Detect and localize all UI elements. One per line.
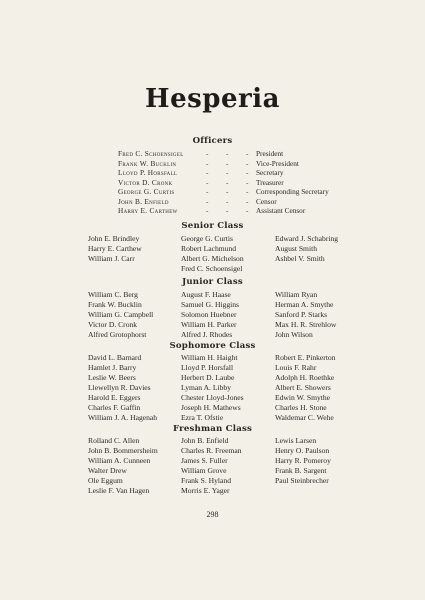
freshman-column-2 [181, 436, 242, 496]
member-name: Charles H. Stone [275, 403, 327, 412]
officer-title: President [256, 149, 284, 158]
member-name: William H. Haight [181, 353, 238, 362]
member-name: Charles F. Gaffin [88, 403, 141, 412]
member-name: John B. Enfield [181, 436, 229, 445]
member-name: Frank S. Hyland [181, 476, 231, 485]
sophomore-class-heading: Sophomore Class [169, 341, 256, 351]
officer-row: John B. Enfield - - - Censor [118, 196, 277, 206]
member-name: William H. Parker [181, 320, 237, 329]
member-name: Robert E. Pinkerton [275, 353, 336, 362]
member-name: Frank B. Sargent [275, 466, 327, 475]
sophomore-column-1 [88, 353, 157, 423]
member-name: Walter Drew [88, 466, 127, 475]
junior-class-heading: Junior Class [182, 277, 243, 287]
member-name: Albert G. Michelson [181, 254, 244, 263]
freshman-column-1 [88, 436, 158, 496]
member-name: Fred C. Schoensigel [181, 264, 243, 273]
member-name: Chester Lloyd-Jones [181, 393, 244, 402]
member-name: Morris E. Yager [181, 486, 230, 495]
member-name: Hamlet J. Barry [88, 363, 137, 372]
member-name: William J. A. Hagenah [88, 413, 158, 422]
officer-row: Victor D. Cronk - - - Treasurer [118, 177, 284, 187]
member-name: Max H. R. Strehlow [275, 320, 337, 329]
member-name: Ezra T. Ofstie [181, 413, 224, 422]
member-name: Solomon Huebner [181, 310, 237, 319]
member-name: Adolph H. Roethke [275, 373, 335, 382]
member-name: Robert Lachmund [181, 244, 237, 253]
member-name: Rolland C. Allen [88, 436, 140, 445]
senior-column-3 [275, 234, 338, 264]
member-name: John Wilson [275, 330, 313, 339]
member-name: Herman A. Smythe [275, 300, 334, 309]
member-name: Charles R. Freeman [181, 446, 242, 455]
member-name: John B. Bommersheim [88, 446, 158, 455]
officer-name: Victor D. Cronk [118, 177, 173, 187]
officer-row: Fred C. Schoensigel - - - President [118, 149, 284, 158]
senior-column-1 [88, 234, 142, 264]
officer-row: Frank W. Bucklin - - - Vice-President [118, 158, 299, 168]
member-name: Herbert D. Laube [181, 373, 235, 382]
member-name: Alfred J. Rhodes [181, 330, 233, 339]
officer-name: Harry E. Carthew [118, 206, 178, 215]
officer-title: Corresponding Secretary [256, 187, 329, 196]
member-name: August F. Haase [181, 290, 231, 299]
junior-column-3 [275, 290, 336, 340]
officer-row: George G. Curtis - - - Corresponding Secretary [118, 187, 329, 196]
member-name: William C. Berg [88, 290, 138, 299]
member-name: William Ryan [275, 290, 318, 299]
sophomore-column-3 [275, 353, 336, 423]
member-name: Sanford P. Starks [275, 310, 328, 319]
page-title: Hesperia [145, 84, 280, 114]
member-name: Edward J. Schabring [275, 234, 339, 243]
member-name: William Grove [181, 466, 227, 475]
member-name: August Smith [275, 244, 317, 253]
member-name: Llewellyn R. Davies [88, 383, 151, 392]
member-name: Paul Steinbrecher [275, 476, 329, 485]
member-name: Harry E. Carthew [88, 244, 142, 253]
member-name: Waldemar C. Wehe [275, 413, 334, 422]
officer-title: Assistant Censor [256, 206, 306, 215]
junior-column-2 [181, 290, 239, 340]
member-name: Leslie F. Van Hagen [88, 486, 150, 495]
officer-title: Censor [256, 196, 277, 206]
member-name: Henry O. Paulson [275, 446, 330, 455]
senior-class-heading: Senior Class [181, 221, 244, 231]
member-name: Harry R. Pomeroy [275, 456, 331, 465]
officer-row: Lloyd P. Horsfall - - - Secretary [118, 168, 284, 177]
member-name: Ashbel V. Smith [275, 254, 325, 263]
member-name: Leslie W. Beers [88, 373, 136, 382]
member-name: Victor D. Cronk [88, 320, 138, 329]
member-name: Lloyd P. Horsfall [181, 363, 234, 372]
member-name: George G. Curtis [181, 234, 233, 243]
senior-column-2 [181, 234, 244, 274]
sophomore-column-2 [181, 353, 244, 423]
junior-column-1 [88, 290, 153, 340]
officer-name: George G. Curtis [118, 187, 175, 196]
member-name: James S. Fuller [181, 456, 228, 465]
officer-title: Treasurer [256, 177, 284, 187]
officer-title: Secretary [256, 168, 284, 177]
member-name: Ole Eggum [88, 476, 123, 485]
member-name: Samuel G. Higgins [181, 300, 240, 309]
member-name: John E. Brindley [88, 234, 140, 243]
officer-name: Fred C. Schoensigel [118, 149, 184, 158]
officer-name: Lloyd P. Horsfall [118, 168, 178, 177]
officers-heading: Officers [192, 136, 233, 146]
member-name: Lyman A. Libby [181, 383, 231, 392]
officer-name: Frank W. Bucklin [118, 158, 177, 168]
member-name: Edwin W. Smythe [275, 393, 331, 402]
officer-title: Vice-President [256, 158, 299, 168]
member-name: Frank W. Bucklin [88, 300, 142, 309]
page-number: 298 [206, 510, 219, 519]
freshman-class-heading: Freshman Class [172, 424, 253, 434]
member-name: William G. Campbell [88, 310, 154, 319]
member-name: William A. Cunneen [88, 456, 151, 465]
officer-row: Harry E. Carthew - - - Assistant Censor [118, 206, 306, 215]
member-name: Lewis Larsen [275, 436, 317, 445]
member-name: Joseph H. Mathews [181, 403, 241, 412]
member-name: William J. Carr [88, 254, 135, 263]
member-name: Alfred Grotophorst [88, 330, 147, 339]
member-name: Harold E. Eggers [88, 393, 141, 402]
member-name: Albert E. Showers [275, 383, 331, 392]
freshman-column-3 [275, 436, 331, 486]
member-name: David L. Barnard [88, 353, 142, 362]
member-name: Louis F. Rahr [275, 363, 317, 372]
officer-name: John B. Enfield [118, 196, 169, 206]
